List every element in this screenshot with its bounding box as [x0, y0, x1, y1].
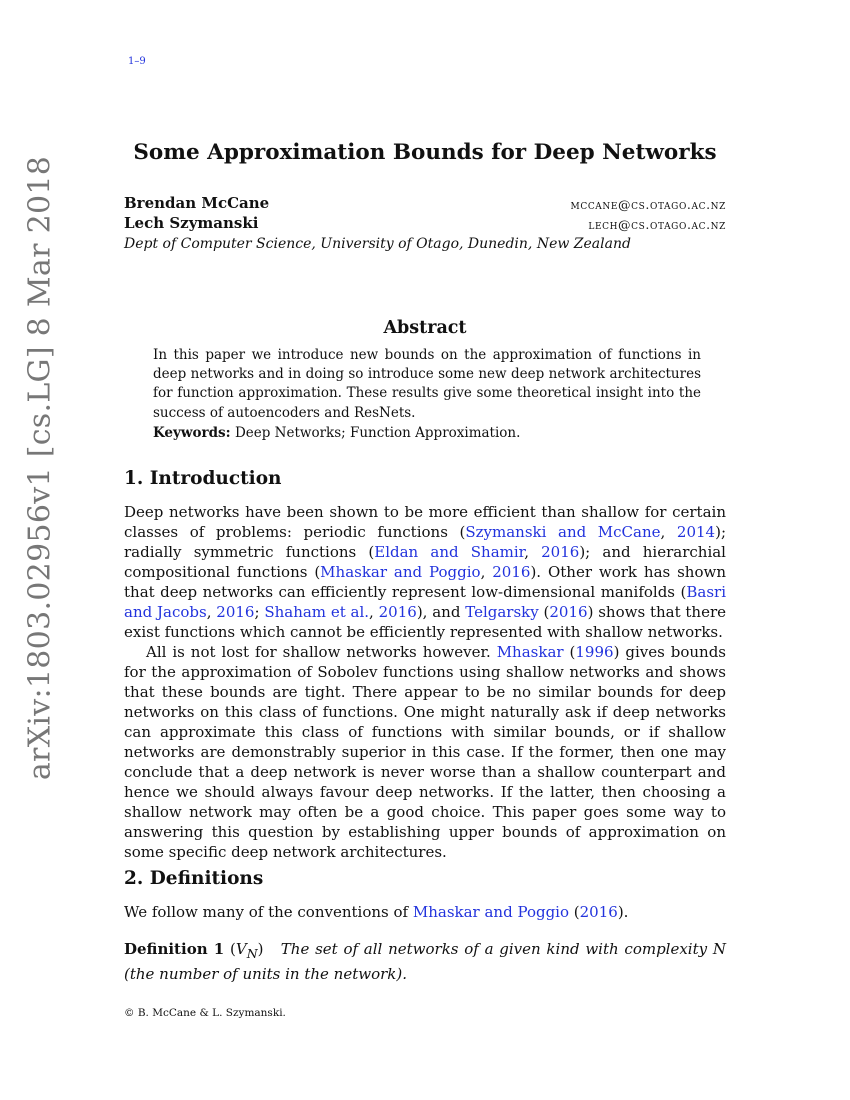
keywords-text: Deep Networks; Function Approximation.	[234, 425, 521, 441]
affiliation: Dept of Computer Science, University of Otago, Dunedin, New Zealand	[124, 236, 631, 252]
citation-year-link[interactable]: 2016	[216, 603, 255, 621]
definition-text: The set of all networks of a given kind with complexity N (the number of units in the network).	[124, 940, 726, 983]
citation-link[interactable]: Szymanski and McCane	[465, 523, 661, 541]
paper-title: Some Approximation Bounds for Deep Networks	[133, 140, 717, 165]
citation-link[interactable]: Mhaskar and Poggio	[320, 563, 481, 581]
citation-link[interactable]: Eldan and Shamir	[374, 543, 525, 561]
citation-link[interactable]: Mhaskar and Poggio	[412, 903, 570, 921]
definition-symbol: V	[235, 940, 247, 958]
abstract-text: In this paper we introduce new bounds on the approximation of functions in deep networks and in doing so introduce some new deep network architectures for function approximation. These results give some theoretical insight into the success of autoencoders and ResNets.	[153, 347, 701, 421]
author-name: Brendan McCane	[124, 194, 270, 212]
citation-year-link[interactable]: 2016	[541, 543, 580, 561]
citation-link[interactable]: Telgarsky	[465, 603, 539, 621]
citation-year-link[interactable]: 2014	[676, 523, 716, 541]
intro-paragraph-1: Deep networks have been shown to be more efficient than shallow for certain classes of problems: periodic functions (Szymanski and McCane, 2014); radially symmetric functions (Eldan and Shamir, 2016); and hierarchial compositional functions (Mhaskar and Poggio, 2016). Other work has shown that deep networks can efficiently represent low-dimensional manifolds (Basri and Jacobs, 2016; Shaham et al., 2016), and Telgarsky (2016) shows that there exist functions which cannot be efficiently represented with shallow networks.	[124, 503, 727, 641]
citation-year-link[interactable]: 2016	[492, 563, 531, 581]
citation-year-link[interactable]: 1996	[575, 643, 614, 661]
definitions-paragraph: We follow many of the conventions of Mhaskar and Poggio (2016).	[124, 903, 629, 921]
author-email: lech@cs.otago.ac.nz	[588, 217, 726, 232]
author-email: mccane@cs.otago.ac.nz	[570, 197, 726, 212]
citation-year-link[interactable]: 2016	[549, 603, 588, 621]
keywords	[153, 425, 520, 441]
citation-link[interactable]: Shaham et al.	[264, 603, 370, 621]
citation-year-link[interactable]: 2016	[579, 903, 618, 921]
citation-link[interactable]: Mhaskar	[496, 643, 564, 661]
author-name: Lech Szymanski	[124, 214, 259, 232]
keywords-label: Keywords:	[153, 425, 231, 441]
section-heading-definitions: 2. Definitions	[124, 868, 264, 889]
arxiv-stamp: arXiv:1803.02956v1 [cs.LG] 8 Mar 2018	[22, 155, 58, 781]
section-heading-introduction: 1. Introduction	[124, 468, 282, 489]
intro-paragraph-2: All is not lost for shallow networks however. Mhaskar (1996) gives bounds for the approximation of Sobolev functions using shallow networks and shows that these bounds are tight. There appear to be no similar bounds for deep networks on this class of functions. One might naturally ask if deep networks can approximate this class of functions with similar bounds, or if shallow networks are demonstrably superior in this case. If the former, then one may conclude that a deep network is never worse than a shallow counterpart and hence we should always favour deep networks. If the latter, then choosing a shallow network may often be a good choice. This paper goes some way to answering this question by establishing upper bounds of approximation on some specific deep network architectures.	[124, 643, 726, 861]
definition-1: Definition 1 $(V_N)$ The set of all networks of a given kind with complexity N (the number of units in the network).	[124, 940, 726, 983]
abstract-heading: Abstract	[383, 318, 467, 338]
copyright-footer: © B. McCane & L. Szymanski.	[124, 1007, 286, 1019]
citation-year-link[interactable]: 2016	[378, 603, 417, 621]
definition-label: Definition 1	[124, 940, 225, 958]
page-range[interactable]: 1–9	[128, 56, 146, 67]
citation-link[interactable]: Basri and Jacobs	[124, 583, 726, 621]
